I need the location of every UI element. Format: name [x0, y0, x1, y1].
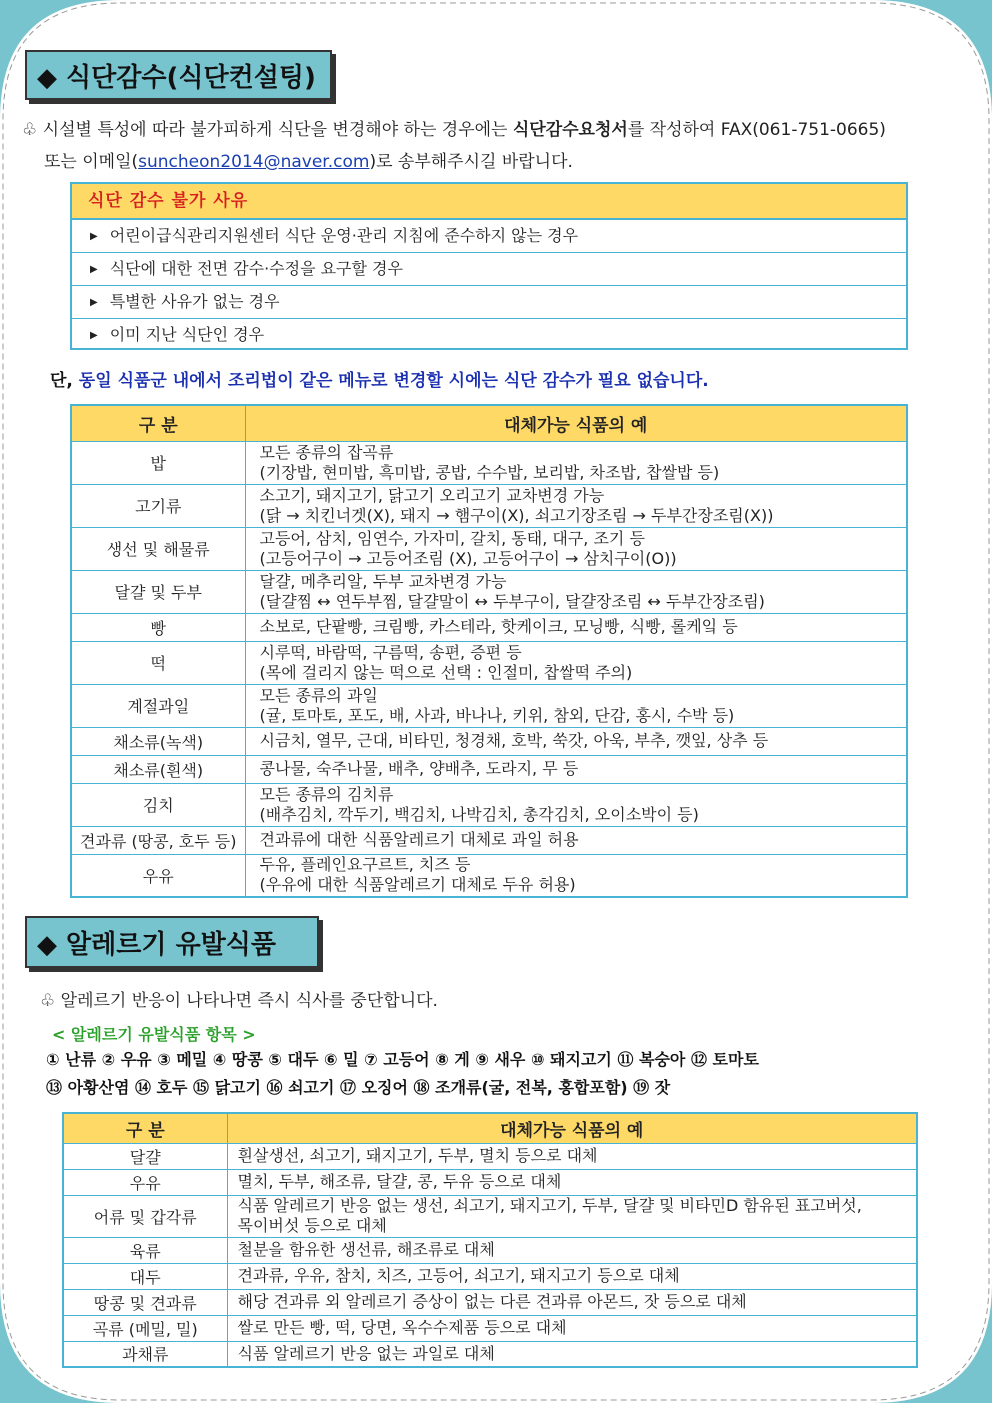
- table-row: [71, 570, 907, 613]
- row-category: 땅콩 및 견과류: [63, 1289, 227, 1315]
- row-examples: [227, 1263, 917, 1289]
- header-examples: 대체가능 식품의 예: [227, 1113, 917, 1143]
- example-line: 견과류, 우유, 참치, 치즈, 고등어, 쇠고기, 돼지고기 등으로 대체: [237, 1266, 680, 1285]
- review-refusal-box: [70, 182, 908, 350]
- section-title-allergy: ◆ 알레르기 유발식품: [25, 916, 319, 968]
- table-row: [71, 613, 907, 641]
- table-row: [63, 1195, 917, 1237]
- allergy-list-title: < 알레르기 유발식품 항목 >: [52, 1025, 256, 1044]
- substitution-table: [70, 404, 908, 898]
- allergy-list-line: ① 난류 ② 우유 ③ 메밀 ④ 땅콩 ⑤ 대두 ⑥ 밀 ⑦ 고등어 ⑧ 게 ⑨ 새우 ⑩ 돼지고기 ⑪ 복숭아 ⑫ 토마토: [46, 1050, 759, 1069]
- exception-note: 단, 동일 식품군 내에서 조리법이 같은 메뉴로 변경할 시에는 식단 감수가 필요 없습니다.: [50, 371, 709, 391]
- example-line: 식품 알레르기 반응 없는 생선, 쇠고기, 돼지고기, 두부, 달걀 및 비타민D 함유된 표고버섯,: [237, 1196, 862, 1215]
- example-line: (귤, 토마토, 포도, 배, 사과, 바나나, 키위, 참외, 단감, 홍시, 수박 등): [259, 705, 735, 725]
- table-row: [63, 1341, 917, 1367]
- table-row: [63, 1237, 917, 1263]
- row-category: 계절과일: [71, 684, 245, 727]
- refusal-reason: ▶ 어린이급식관리지원센터 식단 운영·관리 지침에 준수하지 않는 경우: [72, 220, 906, 253]
- example-line: (닭 → 치킨너겟(X), 돼지 → 햄구이(X), 쇠고기장조림 → 두부간장조림(X)): [259, 505, 774, 525]
- table-row: [63, 1169, 917, 1195]
- row-examples: [245, 684, 907, 727]
- row-category: 견과류 (땅콩, 호두 등): [71, 826, 245, 854]
- row-category: 김치: [71, 783, 245, 826]
- example-line: (배추김치, 깍두기, 백김치, 나박김치, 총각김치, 오이소박이 등): [259, 804, 699, 824]
- table-row: [71, 641, 907, 684]
- clover-bullet-icon: ♧: [22, 120, 38, 140]
- row-examples: [245, 441, 907, 484]
- row-examples: [245, 527, 907, 570]
- example-line: 모든 종류의 김치류: [259, 784, 394, 804]
- example-line: 모든 종류의 과일: [259, 685, 378, 705]
- example-line: 흰살생선, 쇠고기, 돼지고기, 두부, 멸치 등으로 대체: [237, 1146, 598, 1165]
- diet-review-intro: ♧ 시설별 특성에 따라 불가피하게 식단을 변경해야 하는 경우에는 식단감수요청서를 작성하여 FAX(061-751-0665) 또는 이메일(suncheon2014@naver.com)로 송부해주시길 바랍니다.: [22, 120, 886, 172]
- triangle-bullet-icon: ▶: [90, 296, 98, 308]
- row-examples: [245, 854, 907, 897]
- triangle-bullet-icon: ▶: [90, 230, 98, 242]
- header-category: 구 분: [63, 1113, 227, 1143]
- section-title-diet-review: ◆ 식단감수(식단컨설팅): [25, 50, 332, 100]
- row-examples: [245, 755, 907, 783]
- example-line: 시루떡, 바람떡, 구름떡, 송편, 증편 등: [259, 642, 522, 662]
- row-examples: [227, 1237, 917, 1263]
- table-row: [71, 854, 907, 897]
- example-line: 모든 종류의 잡곡류: [259, 442, 394, 462]
- header-examples: 대체가능 식품의 예: [245, 405, 907, 441]
- row-category: 빵: [71, 613, 245, 641]
- row-examples: [245, 783, 907, 826]
- row-category: 우유: [63, 1169, 227, 1195]
- triangle-bullet-icon: ▶: [90, 329, 98, 341]
- row-examples: [245, 484, 907, 527]
- row-category: 채소류(흰색): [71, 755, 245, 783]
- example-line: 두유, 플레인요구르트, 치즈 등: [259, 855, 471, 875]
- allergy-list-line: ⑬ 아황산염 ⑭ 호두 ⑮ 닭고기 ⑯ 쇠고기 ⑰ 오징어 ⑱ 조개류(굴, 전복, 홍합포함) ⑲ 잣: [46, 1078, 671, 1097]
- row-examples: [227, 1143, 917, 1169]
- example-line: (달걀찜 ↔ 연두부찜, 달걀말이 ↔ 두부구이, 달걀장조림 ↔ 두부간장조림): [259, 591, 765, 611]
- example-line: (우유에 대한 식품알레르기 대체로 두유 허용): [259, 875, 576, 895]
- header-category: 구 분: [71, 405, 245, 441]
- row-examples: [227, 1195, 917, 1237]
- row-category: 떡: [71, 641, 245, 684]
- row-category: 대두: [63, 1263, 227, 1289]
- review-refusal-title: 식단 감수 불가 사유: [72, 184, 906, 220]
- row-examples: [227, 1289, 917, 1315]
- example-line: 목이버섯 등으로 대체: [237, 1216, 387, 1235]
- example-line: 소고기, 돼지고기, 닭고기 오리고기 교차변경 가능: [259, 485, 605, 505]
- refusal-reason: ▶ 이미 지난 식단인 경우: [90, 325, 265, 344]
- example-line: 견과류에 대한 식품알레르기 대체로 과일 허용: [259, 830, 579, 849]
- row-category: 달걀: [63, 1143, 227, 1169]
- table-header-row: [71, 405, 907, 441]
- table-row: [71, 684, 907, 727]
- row-examples: [245, 826, 907, 854]
- triangle-bullet-icon: ▶: [90, 263, 98, 275]
- allergy-substitution-table: [62, 1112, 918, 1368]
- refusal-reason: ▶ 식단에 대한 전면 감수·수정을 요구할 경우: [72, 253, 906, 286]
- example-line: 해당 견과류 외 알레르기 증상이 없는 다른 견과류 아몬드, 잣 등으로 대체: [237, 1292, 747, 1311]
- row-category: 과채류: [63, 1341, 227, 1367]
- row-examples: [245, 613, 907, 641]
- example-line: (기장밥, 현미밥, 흑미밥, 콩밥, 수수밥, 보리밥, 차조밥, 찹쌀밥 등): [259, 462, 720, 482]
- clover-bullet-icon: ♧: [40, 991, 56, 1011]
- table-row: [71, 727, 907, 755]
- allergy-list: [46, 1046, 966, 1102]
- row-examples: [245, 641, 907, 684]
- table-row: [71, 755, 907, 783]
- example-line: 고등어, 삼치, 임연수, 가자미, 갈치, 동태, 대구, 조기 등: [259, 528, 645, 548]
- example-line: (고등어구이 → 고등어조림 (X), 고등어구이 → 삼치구이(O)): [259, 548, 677, 568]
- table-row: [71, 484, 907, 527]
- table-row: [71, 783, 907, 826]
- table-row: [63, 1143, 917, 1169]
- row-examples: [227, 1341, 917, 1367]
- email-link[interactable]: suncheon2014@naver.com: [138, 152, 370, 172]
- row-category: 밥: [71, 441, 245, 484]
- table-row: [63, 1263, 917, 1289]
- row-category: 달걀 및 두부: [71, 570, 245, 613]
- table-row: [71, 826, 907, 854]
- row-examples: [227, 1169, 917, 1195]
- row-category: 채소류(녹색): [71, 727, 245, 755]
- example-line: 멸치, 두부, 해조류, 달걀, 콩, 두유 등으로 대체: [237, 1172, 562, 1191]
- example-line: 철분을 함유한 생선류, 해조류로 대체: [237, 1240, 495, 1259]
- row-category: 생선 및 해물류: [71, 527, 245, 570]
- refusal-reason: ▶ 특별한 사유가 없는 경우: [72, 286, 906, 319]
- example-line: 소보로, 단팥빵, 크림빵, 카스테라, 핫케이크, 모닝빵, 식빵, 롤케잌 등: [259, 617, 738, 636]
- example-line: 쌀로 만든 빵, 떡, 당면, 옥수수제품 등으로 대체: [237, 1318, 567, 1337]
- row-examples: [245, 727, 907, 755]
- row-category: 어류 및 갑각류: [63, 1195, 227, 1237]
- example-line: 시금치, 열무, 근대, 비타민, 청경채, 호박, 쑥갓, 아욱, 부추, 깻잎, 상추 등: [259, 731, 769, 750]
- row-category: 육류: [63, 1237, 227, 1263]
- example-line: 식품 알레르기 반응 없는 과일로 대체: [237, 1343, 495, 1363]
- table-row: [71, 441, 907, 484]
- row-category: 우유: [71, 854, 245, 897]
- row-examples: [245, 570, 907, 613]
- table-row: [63, 1315, 917, 1341]
- row-examples: [227, 1315, 917, 1341]
- request-form-name: 식단감수요청서: [512, 120, 628, 140]
- table-header-row: [63, 1113, 917, 1143]
- row-category: 고기류: [71, 484, 245, 527]
- example-line: (목에 걸리지 않는 떡으로 선택 : 인절미, 찹쌀떡 주의): [259, 662, 633, 682]
- table-row: [71, 527, 907, 570]
- table-row: [63, 1289, 917, 1315]
- example-line: 콩나물, 숙주나물, 배추, 양배추, 도라지, 무 등: [259, 759, 579, 778]
- allergy-intro: ♧ 알레르기 반응이 나타나면 즉시 식사를 중단합니다.: [40, 991, 438, 1011]
- row-category: 곡류 (메밀, 밀): [63, 1315, 227, 1341]
- example-line: 달걀, 메추리알, 두부 교차변경 가능: [259, 571, 507, 591]
